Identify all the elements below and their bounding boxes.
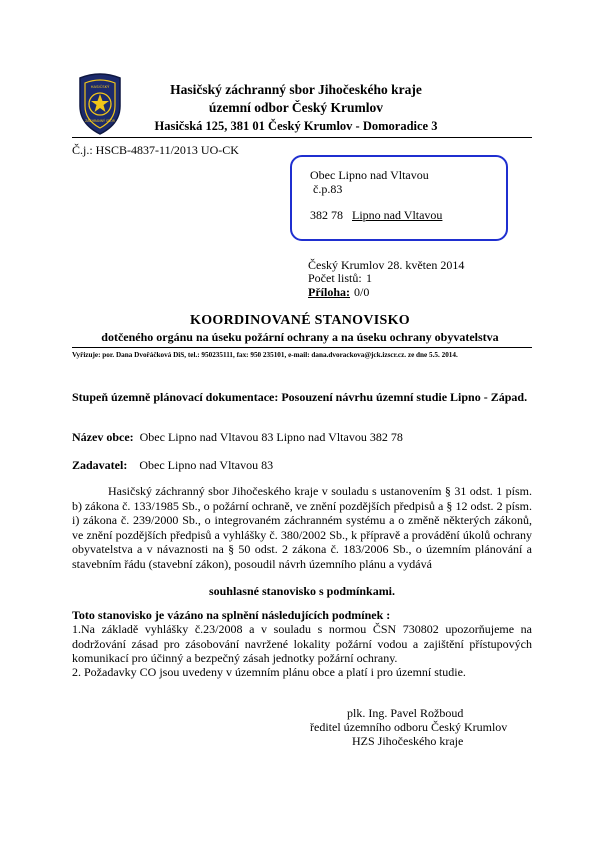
signature-organization: HZS Jihočeského kraje	[352, 734, 464, 748]
documentation-stage: Stupeň územně plánovací dokumentace: Posouzení návrhu územní studie Lipno - Západ.	[72, 390, 528, 404]
main-paragraph: Hasičský záchranný sbor Jihočeského kraje v souladu s ustanovením § 31 odst. 1 písm. b) zákona č. 133/1985 Sb., o požární ochraně, ve znění pozdějších předpisů a § 12 odst. 2 písm. i) zákona č. 239/2000 Sb., o integrovaném záchranném systému a o změně některých zákonů, ve znění pozdějších předpisů a vyhlášky č. 380/2002 Sb., k přípravě a provádění úkolů ochrany obyvatelstva a v návaznosti na § 50 odst. 2 zákona č. 183/2006 Sb., o územním plánování a stavebním řádu (stavební zákon), posoudil návrh územního plánu a vydává	[72, 484, 532, 571]
document-title: KOORDINOVANÉ STANOVISKO	[190, 313, 410, 328]
signature-position: ředitel územního odboru Český Krumlov	[310, 720, 508, 734]
decision: souhlasné stanovisko s podmínkami.	[208, 584, 396, 598]
sheets-value: 1	[366, 271, 372, 285]
recipient-zip: 382 78	[310, 208, 343, 222]
condition-1: 1.Na základě vyhlášky č.23/2008 a v souladu s normou ČSN 730802 upozorňujeme na dodržování zásad pro zásobování navržené lokality požární vodou a zajištění přístupových komunikací pro účinný a bezpečný zásah jednotky požární ochrany.	[72, 622, 532, 665]
condition-2: 2. Požadavky CO jsou uvedeny v územním plánu obce a platí i pro územní studie.	[72, 665, 466, 679]
submitter-label: Zadavatel:	[72, 458, 128, 472]
conditions-heading: Toto stanovisko je vázáno na splnění následujících podmínek :	[72, 608, 391, 622]
header-address: Hasičská 125, 381 01 Český Krumlov - Domoradice 3	[154, 119, 438, 133]
issuer-line: Vyřizuje: por. Dana Dvořáčková DiS, tel.: 950235111, fax: 950 235101, e-mail: dana.dvorackova@jck.izscr.cz. ze dne 5.5. 2014.	[72, 351, 458, 359]
municipality-row	[72, 430, 532, 445]
attachment-value: 0/0	[354, 285, 370, 299]
recipient-name: Obec Lipno nad Vltavou	[310, 168, 429, 182]
sheets-label: Počet listů:	[308, 271, 362, 285]
attachment-label: Příloha:	[308, 285, 350, 299]
title-divider	[72, 347, 532, 348]
header-organization: Hasičský záchranný sbor Jihočeského kraje	[170, 82, 422, 97]
submitter-value: Obec Lipno nad Vltavou 83	[139, 458, 274, 472]
submitter-row	[72, 458, 532, 473]
recipient-street: č.p.83	[313, 182, 343, 196]
header-divider	[72, 137, 532, 138]
document-subtitle: dotčeného orgánu na úseku požární ochrany a na úseku ochrany obyvatelstva	[101, 330, 499, 344]
header-department: územní odbor Český Krumlov	[208, 100, 384, 115]
signature-name: plk. Ing. Pavel Rožboud	[347, 706, 464, 720]
recipient-city: Lipno nad Vltavou	[352, 208, 443, 222]
municipality-value: Obec Lipno nad Vltavou 83 Lipno nad Vltavou 382 78	[139, 430, 403, 444]
municipality-label: Název obce:	[72, 430, 134, 444]
reference-number: Č.j.: HSCB-4837-11/2013 UO-CK	[72, 143, 239, 157]
place-date: Český Krumlov 28. květen 2014	[308, 258, 465, 272]
logo-top-text: HASIČSKÝ	[90, 84, 110, 89]
hzs-logo	[76, 72, 124, 136]
logo-bottom-text: ZÁCHRANNÝ SBOR	[85, 119, 115, 123]
